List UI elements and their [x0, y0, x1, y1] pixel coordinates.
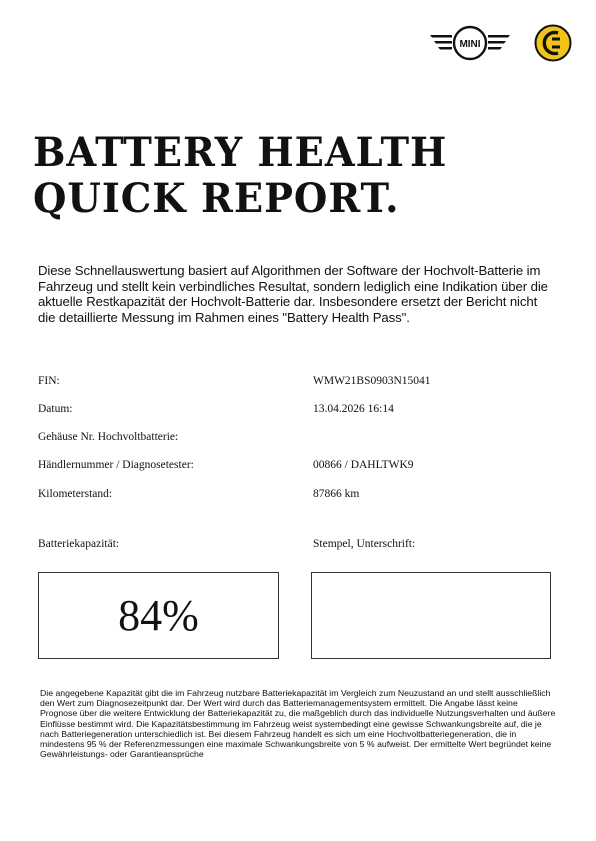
fin-label: FIN:: [38, 375, 60, 387]
capacity-box: [38, 572, 279, 659]
km-label: Kilometerstand:: [38, 488, 113, 500]
capacity-label: Batteriekapazität:: [38, 538, 120, 550]
header-logos: [428, 22, 578, 64]
stamp-label: Stempel, Unterschrift:: [313, 538, 416, 550]
page-title: [33, 130, 447, 222]
field-row-kilometerstand: [0, 488, 596, 504]
datum-value: 13.04.2026 16:14: [313, 403, 394, 415]
field-row-gehaeuse: [0, 431, 596, 447]
fin-value: WMW21BS0903N15041: [313, 375, 431, 387]
gehaeuse-label: Gehäuse Nr. Hochvoltbatterie:: [38, 431, 179, 443]
field-row-fin: [0, 375, 596, 391]
mini-logo-text: MINI: [459, 39, 481, 50]
haendler-value: 00866 / DAHLTWK9: [313, 459, 414, 471]
datum-label: Datum:: [38, 403, 73, 415]
page-title-line-1: BATTERY HEALTH: [33, 129, 448, 176]
stamp-signature-box: [311, 572, 551, 659]
haendler-label: Händlernummer / Diagnosetester:: [38, 459, 194, 471]
intro-paragraph: Diese Schnellauswertung basiert auf Algorithmen der Software der Hochvolt-Batterie im Fahrzeug und stellt kein verbindliches Resultat, sondern lediglich eine Indikation über die aktuelle Restkapazität der Hochvolt-Batterie dar. Insbesondere ersetzt der Bericht nicht die detaillierte Messung im Rahmen eines "Battery Health Pass".: [38, 263, 548, 325]
footnote-disclaimer: Die angegebene Kapazität gibt die im Fahrzeug nutzbare Batteriekapazität im Vergleich zum Neuzustand an und stellt ausschließlich den Wert zum Diagnosezeitpunkt dar. Der Wert wird durch das Batteriemanagementsystem ermittelt. Die Angabe lässt keine Prognose über die weitere Entwicklung der Batteriekapazität zu, die maßgeblich durch das individuelle Nutzungsverhalten und äußere Einflüsse bestimmt wird. Die Kapazitätsbestimmung im Fahrzeug weist systembedingt eine gewisse Schwankungsbreite auf, die je nach Batteriegeneration unterschiedlich ist. Bei diesem Fahrzeug handelt es sich um eine Hochvoltbatteriegeneration, die in mindestens 95 % der Referenzmessungen eine maximale Schwankungsbreite von 5 % aufweist. Der ermittelte Wert begründet keine Gewährleistungs- oder Garantieansprüche: [40, 688, 556, 760]
page-title-line-2: QUICK REPORT.: [33, 175, 400, 222]
box-labels-row: [0, 538, 596, 554]
capacity-value: 84%: [118, 591, 199, 640]
field-row-datum: [0, 403, 596, 419]
km-value: 87866 km: [313, 488, 360, 500]
mini-electric-plug-icon: [534, 24, 572, 62]
mini-wings-logo-icon: [428, 22, 512, 64]
field-row-haendler: [0, 459, 596, 475]
